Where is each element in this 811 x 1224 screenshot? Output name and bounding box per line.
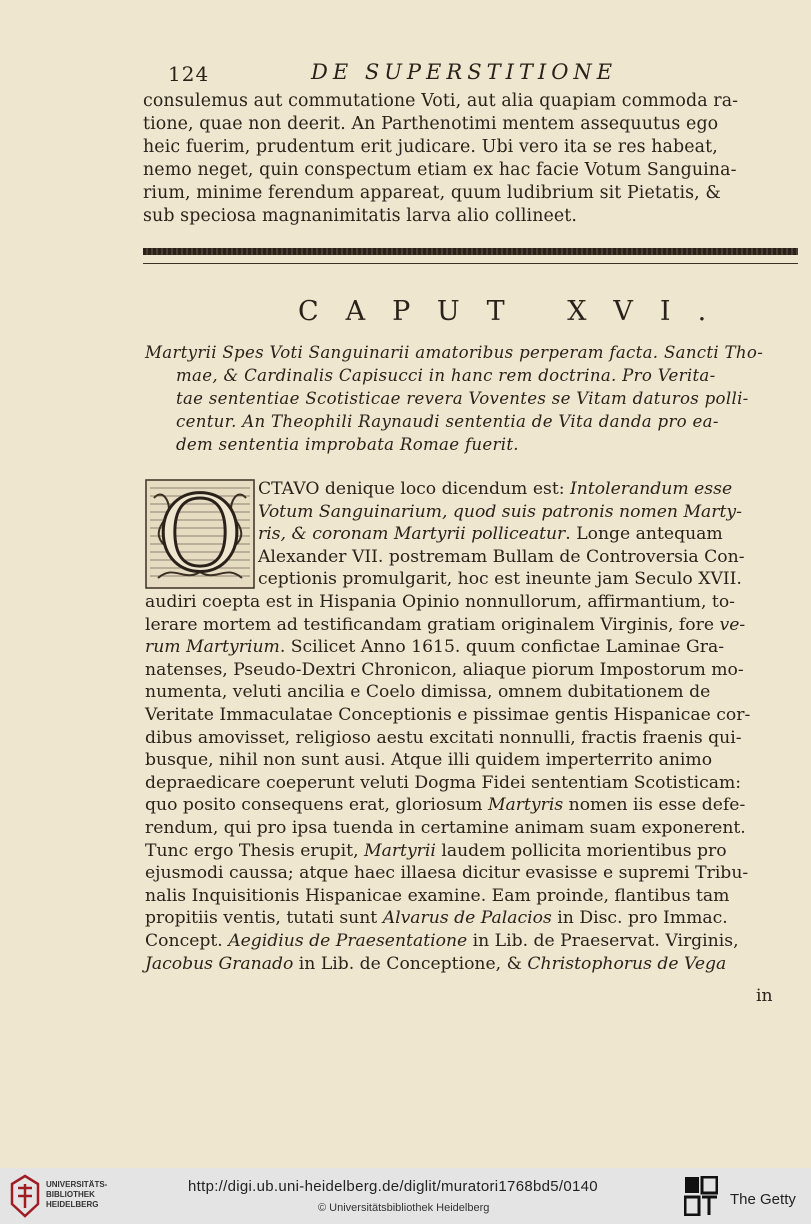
italic-text: ve- [719, 614, 746, 635]
partner-name: The Getty [730, 1191, 796, 1208]
text-segment: laudem pollicita morientibus pro [435, 840, 727, 861]
text-segment: audiri coepta est in Hispania Opinio nonnullorum, affirmantium, to- [145, 592, 735, 612]
text-segment: nomen iis esse defe- [563, 795, 746, 816]
text-line [145, 907, 728, 929]
text-line [145, 636, 724, 658]
text-line [145, 862, 748, 884]
summary-line: Martyrii Spes Voti Sanguinarii amatoribus perperam facta. Sancti Tho- [145, 343, 764, 362]
text-segment: Veritate Immaculatae Conceptionis e pissimae gentis Hispanicae cor- [145, 705, 751, 725]
text-segment: . Scilicet Anno 1615. quum confictae Laminae Gra- [279, 637, 725, 658]
text-line [258, 523, 723, 545]
catchword: in [756, 986, 773, 1006]
library-name: UNIVERSITÄTS- BIBLIOTHEK HEIDELBERG [46, 1180, 108, 1209]
italic-text: rum Martyrium [145, 637, 280, 658]
text-line [258, 568, 742, 590]
italic-text: ris, & coronam Martyrii polliceatur [258, 524, 566, 545]
text-segment: quo posito consequens erat, gloriosum [145, 795, 488, 816]
text-line [145, 840, 727, 862]
running-title: DE SUPERSTITIONE [311, 60, 618, 84]
text-segment: CTAVO denique loco dicendum est: [258, 479, 570, 499]
text-line [145, 681, 710, 703]
italic-text: Aegidius de Praesentatione [228, 931, 468, 951]
text-segment: propitiis ventis, tutati sunt [145, 908, 383, 929]
text-line: nemo neget, quin conspectum etiam ex hac facie Votum Sanguina- [143, 160, 737, 180]
university-seal-icon [10, 1174, 40, 1218]
text-segment: in Lib. de Praeservat. Virginis, [467, 931, 739, 951]
text-line [258, 546, 745, 568]
text-line: heic fuerim, prudentum erit judicare. Ubi vero ita se res habeat, [143, 137, 718, 157]
text-segment: lerare mortem ad testificandam gratiam originalem Virginis, fore [145, 614, 720, 635]
text-segment: nalis Inquisitionis Hispanicae examine. Eam proinde, flantibus tam [145, 885, 730, 906]
italic-text: Alvarus de Palacios [382, 908, 552, 929]
chapter-heading: CAPUT XVI. [298, 296, 734, 327]
text-line [145, 885, 729, 907]
text-line [145, 930, 739, 952]
text-line [258, 501, 742, 523]
getty-logo-icon [684, 1176, 718, 1216]
text-segment: numenta, veluti ancilia e Coelo dimissa, omnem dubitationem de [145, 682, 711, 703]
text-segment: busque, nihil non sunt ausi. Atque illi quidem imperterrito animo [145, 750, 713, 771]
text-segment: dibus amovisset, religioso aestu excitati nonnulli, fractis fraenis qui- [145, 727, 742, 748]
text-line: tione, quae non deerit. An Parthenotimi mentem assequutus ego [143, 114, 719, 134]
text-segment: ceptionis promulgarit, hoc est ineunte jam Seculo XVII. [258, 569, 742, 590]
decorated-initial [144, 478, 256, 590]
copyright-notice: © Universitätsbibliothek Heidelberg [318, 1202, 490, 1214]
text-line [145, 794, 745, 816]
text-segment: Alexander VII. postremam Bullam de Controversia Con- [258, 546, 745, 567]
text-line [145, 591, 735, 613]
summary-line: tae sententiae Scotisticae revera Voventes se Vitam daturos polli- [176, 389, 749, 408]
text-segment: rendum, qui pro ipsa tuenda in certamine animam suam exponerent. [145, 818, 746, 838]
initial-letter: O [157, 478, 243, 590]
page-number: 124 [168, 62, 210, 86]
text-segment: Concept. [145, 931, 229, 951]
italic-text: Martyris [487, 795, 564, 816]
text-segment: in Disc. pro Immac. [551, 908, 728, 929]
text-line [258, 478, 732, 500]
summary-line: centur. An Theophili Raynaudi sententia de Vita danda pro ea- [176, 412, 719, 431]
summary-line: mae, & Cardinalis Capisucci in hanc rem doctrina. Pro Verita- [176, 366, 716, 385]
italic-text: Christophorus de Vega [527, 953, 727, 974]
divider [143, 263, 798, 264]
text-line: rium, minime ferendum appareat, quum ludibrium sit Pietatis, & [143, 183, 722, 203]
permalink[interactable]: http://digi.ub.uni-heidelberg.de/diglit/muratori1768bd5/0140 [188, 1178, 598, 1195]
text-line [145, 704, 750, 726]
italic-text: Votum Sanguinarium, quod suis patronis nomen Marty- [258, 501, 742, 522]
text-line: sub speciosa magnanimitatis larva alio collineet. [143, 206, 578, 226]
italic-text: Martyrii [364, 840, 436, 861]
text-segment: Tunc ergo Thesis erupit, [145, 840, 364, 861]
text-segment: depraedicare coeperunt veluti Dogma Fidei sententiam Scotisticam: [145, 772, 742, 793]
text-line [145, 749, 712, 771]
text-segment: natenses, Pseudo-Dextri Chronicon, aliaque piorum Impostorum mo- [145, 659, 744, 680]
text-segment: . Longe antequam [565, 524, 723, 545]
text-line: consulemus aut commutatione Voti, aut alia quapiam commoda ra- [143, 91, 739, 111]
ornamental-rule [143, 248, 798, 255]
ornament-icon [144, 478, 256, 590]
text-segment: in Lib. de Conceptione, & [293, 953, 528, 974]
summary-line: dem sententia improbata Romae fuerit. [176, 435, 519, 454]
text-line [145, 772, 741, 794]
italic-text: Jacobus Granado [145, 953, 294, 974]
text-line [145, 953, 726, 975]
text-segment: ejusmodi caussa; atque haec illaesa dicitur evasisse e supremi Tribu- [145, 863, 749, 884]
text-line [145, 659, 744, 681]
text-line [145, 817, 746, 839]
text-line [145, 614, 745, 636]
page-header [168, 60, 788, 90]
text-line [145, 727, 742, 749]
italic-text: Intolerandum esse [569, 479, 733, 499]
